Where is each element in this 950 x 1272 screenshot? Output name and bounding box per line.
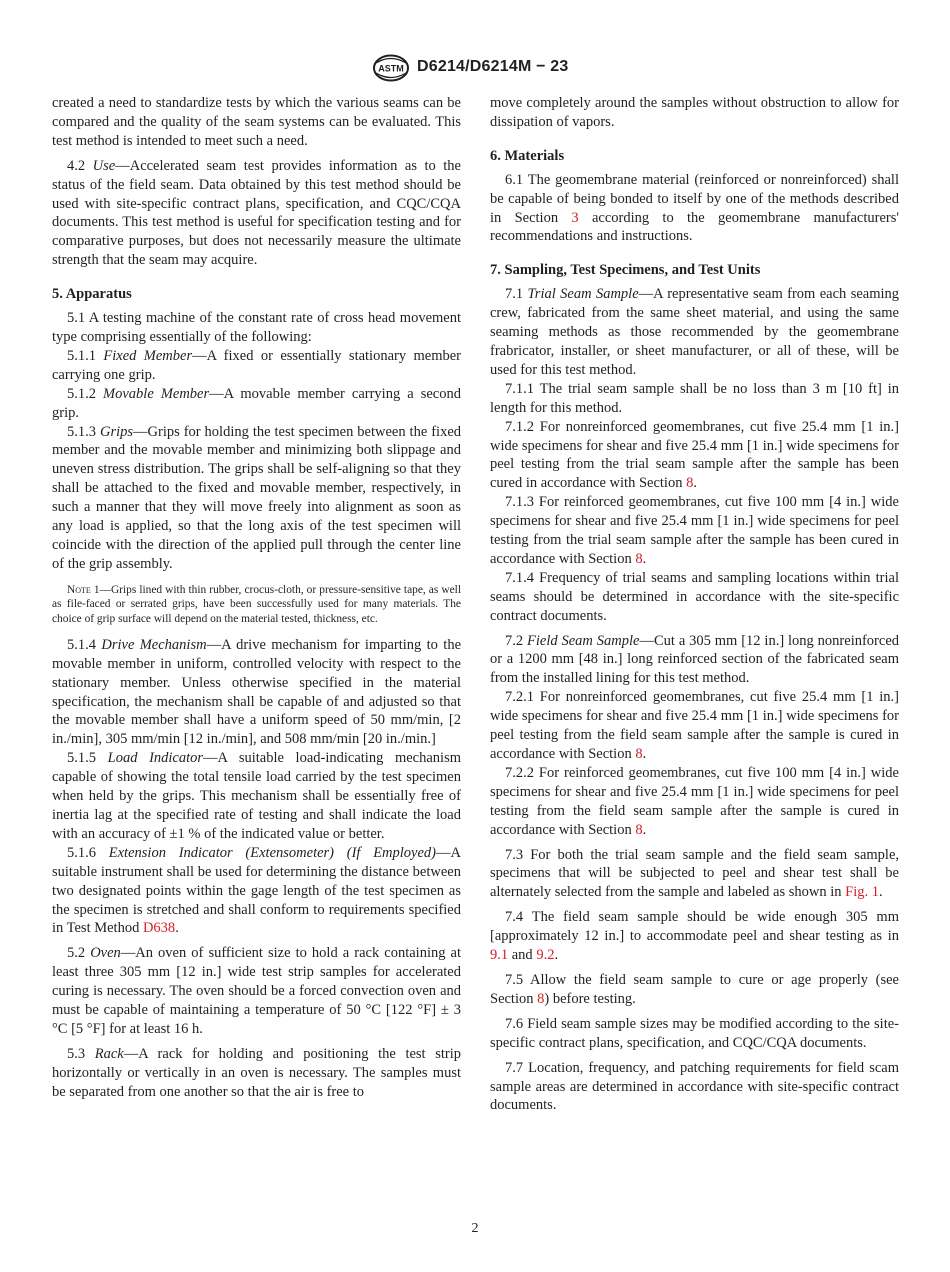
paragraph-5-1-1: 5.1.1 Fixed Member—A fixed or essentially stationary member carrying one grip. [52, 347, 461, 383]
link-9-1[interactable]: 9.1 [490, 947, 509, 964]
section-heading-materials: 6. Materials [490, 147, 565, 164]
section-heading-sampling: 7. Sampling, Test Specimens, and Test Units [490, 262, 761, 279]
paragraph-7-4: 7.4 The field seam sample should be wide enough 305 mm [approximately 12 in.] to accommodate peel and shear testing as in 9.1 and 9.2. [490, 909, 899, 964]
link-section-8[interactable]: 8 [537, 990, 545, 1007]
paragraph-7-1-3: 7.1.3 For reinforced geomembranes, cut five 100 mm [4 in.] wide specimens for shear and five 25.4 mm [1 in.] wide specimens for peel testing from the trial seam sample after the sample has been cured in accordance with Section 8. [490, 494, 899, 567]
link-section-8[interactable]: 8 [686, 475, 694, 492]
paragraph-7-7: 7.7 Location, frequency, and patching requirements for field scam sample areas are determined in accordance with site-specific contract documents. [490, 1059, 899, 1114]
paragraph-7-3: 7.3 For both the trial seam sample and the field seam sample, specimens that will be subjected to peel and shear test shall be alternately selected from the sample and labeled as shown in Fig. 1. [490, 846, 899, 901]
left-column [52, 94, 461, 1102]
standard-designation: D6214/D6214M − 23 [417, 58, 569, 75]
astm-logo [372, 54, 410, 82]
paragraph-5-3: 5.3 Rack—A rack for holding and positioning the test strip horizontally or vertically in an oven is necessary. The samples must be separated from one another so that the air is free to [52, 1045, 461, 1100]
paragraph-5-2: 5.2 Oven—An oven of sufficient size to hold a rack containing at least three 305 mm [12 in.] wide test strip samples for accelerated curing is necessary. The oven should be a forced convection oven and must be capable of maintaining a temperature of 50 °C [122 °F] ± 3 °C [5 °F] for at least 16 h. [52, 945, 462, 1037]
paragraph-7-1-1: 7.1.1 The trial seam sample shall be no loss than 3 m [10 ft] in length for this method. [490, 380, 899, 416]
paragraph-5-1: 5.1 A testing machine of the constant rate of cross head movement type comprising essentially of the following: [52, 310, 461, 345]
paragraph-7-1-2: 7.1.2 For nonreinforced geomembranes, cut five 25.4 mm [1 in.] wide specimens for shear and five 25.4 mm [1 in.] wide specimens for peel testing from the trial seam sample after the sample has been cured in accordance with Section 8. [490, 418, 899, 492]
section-heading-apparatus: 5. Apparatus [52, 286, 132, 303]
paragraph-7-2-2: 7.2.2 For reinforced geomembranes, cut five 100 mm [4 in.] wide specimens for shear and five 25.4 mm [1 in.] wide specimens for peel testing from the field seam sample after the sample is cured in accordance with Section 8. [490, 764, 899, 838]
link-section-8[interactable]: 8 [635, 550, 643, 567]
paragraph-7-1-4: 7.1.4 Frequency of trial seams and sampling locations within trial seams should be determined in accordance with the site-specific contract documents. [490, 569, 899, 624]
paragraph-7-2-1: 7.2.1 For nonreinforced geomembranes, cut five 25.4 mm [1 in.] wide specimens for shear and five 25.4 mm [1 in.] wide specimens for peel testing from the field seam sample after the sample is cured in accordance with Section 8. [490, 689, 899, 762]
link-9-2[interactable]: 9.2 [536, 947, 555, 964]
link-fig-1[interactable]: Fig. 1 [845, 884, 879, 901]
svg-text:ASTM: ASTM [378, 63, 404, 74]
right-column [490, 94, 899, 1115]
paragraph-5-1-3: 5.1.3 Grips—Grips for holding the test specimen between the fixed member and the movable member and minimizing both slippage and uneven stress distribution. The grips shall be self-aligning so that they shall be attached to the fixed and movable member, respectively, in such a manner that they will move freely into alignment as soon as any load is applied, so that the long axis of the test specimen will coincide with the direction of the applied pull through the center line of the grip assembly. [52, 423, 462, 572]
paragraph-6-1: 6.1 The geomembrane material (reinforced or nonreinforced) shall be capable of being bonded to itself by one of the methods described in Section 3 according to the geomembrane manufacturers' recommendations and instructions. [490, 171, 899, 245]
paragraph-7-5: 7.5 Allow the field seam sample to cure or age properly (see Section 8) before testing. [490, 971, 899, 1007]
link-d638[interactable]: D638 [142, 920, 176, 937]
page-header [0, 52, 950, 86]
page-number: 2 [471, 1221, 479, 1236]
link-section-8[interactable]: 8 [635, 746, 643, 762]
link-section-8[interactable]: 8 [635, 821, 643, 838]
paragraph-7-1: 7.1 Trial Seam Sample—A representative seam from each seaming crew, fabricated from the same sheet material, and using the same seaming methods as those recommended by the geomembrane frabricator, installer, or sheet manufacturer, or all of these, will be used for this test method. [490, 286, 900, 378]
link-section-3[interactable]: 3 [571, 209, 579, 226]
paragraph-5-1-6: 5.1.6 Extension Indicator (Extensometer) (If Employed)—A suitable instrument shall be used for determining the distance between two designated points within the gage length of the test specimen as the specimen is stretched and shall conform to requirements specified in Test Method D638. [52, 844, 461, 937]
paragraph-intro-continued: created a need to standardize tests by which the various seams can be compared and the quality of the seam systems can be evaluated. This test method is intended to meet such a need. [52, 95, 461, 149]
paragraph-7-6: 7.6 Field seam sample sizes may be modified according to the site-specific contract plans, specification, and CQC/CQA documents. [490, 1015, 899, 1051]
paragraph-5-1-5: 5.1.5 Load Indicator—A suitable load-indicating mechanism capable of showing the total tensile load carried by the test specimen when held by the grips. This mechanism shall be essentially free of inertia lag at the specified rate of testing and shall indicate the load with an accuracy of ±1 % of the indicated value or better. [52, 750, 461, 842]
paragraph-4-2: 4.2 Use—Accelerated seam test provides information as to the status of the field seam. Data obtained by this test method should be used with site-specific contract plans, specification, and CQC/CQA documents. This test method is useful for specification testing and for comparative purposes, but does not necessarily measure the ultimate strength that the seam may acquire. [52, 157, 461, 269]
paragraph-5-1-2: 5.1.2 Movable Member—A movable member carrying a second grip. [52, 385, 461, 421]
paragraph-5-1-4: 5.1.4 Drive Mechanism—A drive mechanism for imparting to the movable member in uniform, controlled velocity with respect to the stationary member. Unless otherwise specified in the material specification, the mechanism shall be capable of and adjusted so that the movable member shall have a uniform speed of 50 mm/min, [2 in./min], 305 mm/min [12 in./min], and 508 mm/min [20 in./min.] [52, 636, 462, 748]
note-1: Note 1—Grips lined with thin rubber, crocus-cloth, or pressure-sensitive tape, as well as file-faced or serrated grips, have been successfully used for many materials. The choice of grip surface will depend on the material tested, thickness, etc. [52, 583, 461, 626]
paragraph-7-2: 7.2 Field Seam Sample—Cut a 305 mm [12 in.] long nonreinforced or a 1200 mm [48 in.] long reinforced section of the fabricated seam from the installed lining for this test method. [490, 632, 900, 687]
paragraph-5-3-continued: move completely around the samples without obstruction to allow for dissipation of vapors. [490, 95, 899, 130]
